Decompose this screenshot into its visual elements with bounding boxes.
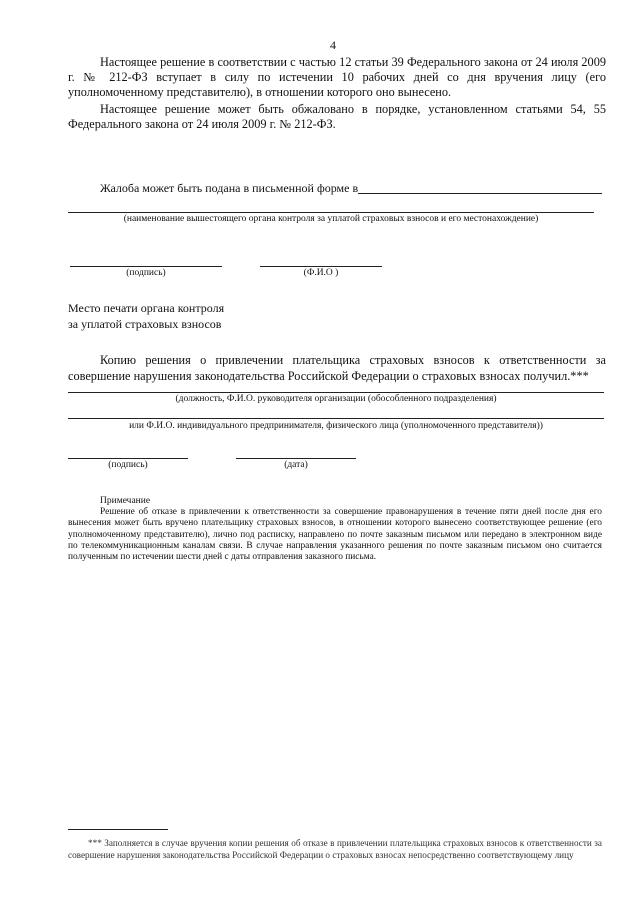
note-title: Примечание xyxy=(100,496,151,506)
stamp-line-2: за уплатой страховых взносов xyxy=(68,317,222,331)
complaint-line-2[interactable] xyxy=(68,212,594,213)
person-line[interactable] xyxy=(68,418,604,419)
footnote-rule xyxy=(68,829,168,830)
official-caption: (должность, Ф.И.О. руководителя организации (обособленного подразделения) xyxy=(175,394,497,404)
paragraph-appeal: Настоящее решение может быть обжаловано в порядке, установленном статьями 54, 55 Федерального закона от 24 июля 2009 г. № 212-ФЗ. xyxy=(68,102,606,131)
signature-line[interactable] xyxy=(70,266,222,267)
signature2-caption: (подпись) xyxy=(108,460,148,470)
stamp-line-1: Место печати органа контроля xyxy=(68,301,225,315)
copy-received-text: Копию решения о привлечении плательщика страховых взносов к ответственности за совершение нарушения законодательства Российской Федерации о страховых взносах получил.*** xyxy=(68,353,606,383)
signature2-line[interactable] xyxy=(68,458,188,459)
complaint-line[interactable] xyxy=(358,193,602,194)
official-line[interactable] xyxy=(68,392,604,393)
complaint-label: Жалоба может быть подана в письменной форме в xyxy=(100,181,359,195)
footnote-text: *** Заполняется в случае вручения копии решения об отказе в привлечении плательщика страховых взносов к ответственности за совершение нарушения законодательства Российской Федерации о страховых взносах непосредственно соответствующему лицу xyxy=(68,838,602,860)
complaint-caption: (наименование вышестоящего органа контроля за уплатой страховых взносов и его местонахождение) xyxy=(123,214,539,224)
page-number: 4 xyxy=(330,38,336,52)
date-caption: (дата) xyxy=(284,460,308,470)
fio-caption: (Ф.И.О ) xyxy=(303,268,339,278)
person-caption: или Ф.И.О. индивидуального предпринимателя, физического лица (уполномоченного представителя)) xyxy=(129,421,543,431)
note-text: Решение об отказе в привлечении к ответственности за совершение правонарушения в течение пяти дней после дня его вынесения может быть вручено плательщику страховых взносов, в отношении которого вынесено соответствующее решение (его уполномоченному представителю), лично под расписку, направлено по почте заказным письмом или передано в электронном виде по телекоммуникационным каналам связи. В случае направления указанного решения по почте заказным письмом оно считается полученным по истечении шести дней с даты отправления заказного письма. xyxy=(68,507,602,563)
date-line[interactable] xyxy=(236,458,356,459)
paragraph-entry-into-force: Настоящее решение в соответствии с частью 12 статьи 39 Федерального закона от 24 июля 2009 г. № 212-ФЗ вступает в силу по истечении 10 рабочих дней со дня вручения лицу (его уполномоченному представителю), в отношении которого оно вынесено. xyxy=(68,55,606,99)
fio-line[interactable] xyxy=(260,266,382,267)
signature-caption: (подпись) xyxy=(126,268,166,278)
